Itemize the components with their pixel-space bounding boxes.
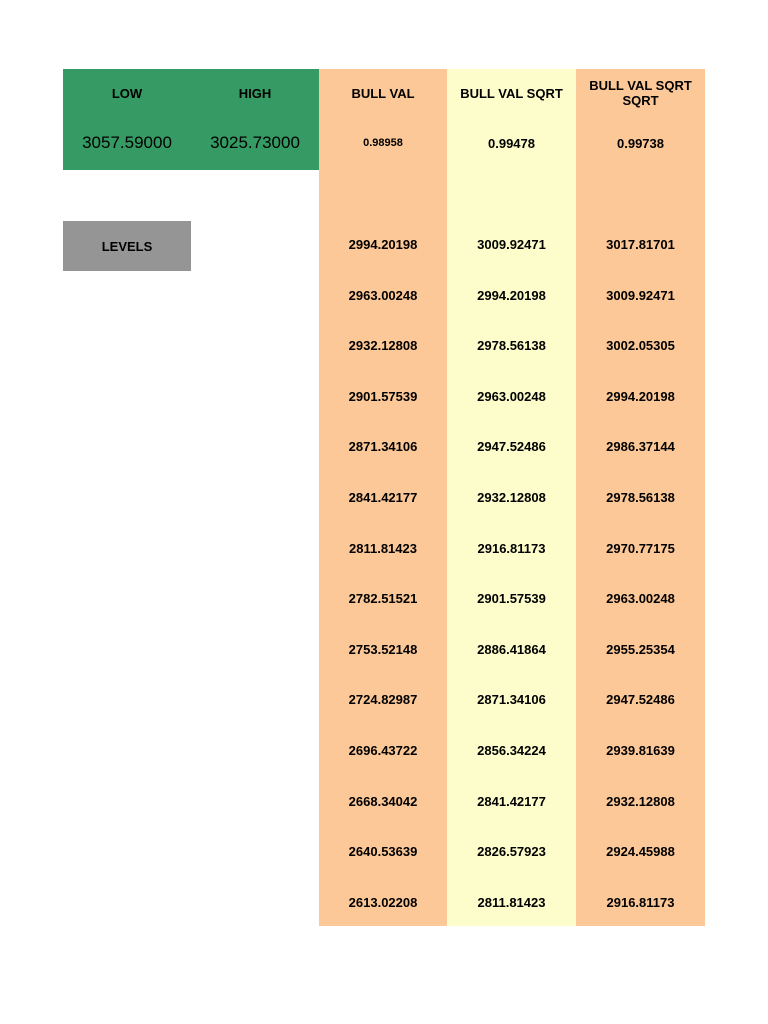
bull-val-sqrt-cell: 2932.12808 bbox=[477, 489, 546, 505]
bull-val-sqrt-cell: 2978.56138 bbox=[477, 337, 546, 353]
low-label: LOW bbox=[111, 85, 143, 101]
bull-val-sqrt-cell: 2856.34224 bbox=[477, 742, 546, 758]
bull-val-cell: 2724.82987 bbox=[348, 691, 418, 707]
bull-val-cell: 2811.81423 bbox=[349, 540, 417, 556]
bull-val-cell: 2613.02208 bbox=[348, 894, 418, 910]
bull-val-sqrt-sqrt-ratio: 0.99738 bbox=[617, 135, 664, 151]
bull-val-cell: 2668.34042 bbox=[348, 793, 418, 809]
bull-val-cell: 2932.12808 bbox=[348, 337, 418, 353]
bull-val-sqrt-cell: 2871.34106 bbox=[477, 691, 546, 707]
bull-val-sqrt-sqrt-cell: 2947.52486 bbox=[606, 691, 675, 707]
bull-val-sqrt-cell: 3009.92471 bbox=[477, 236, 546, 252]
high-value: 3025.73000 bbox=[210, 133, 300, 152]
bull-val-sqrt-sqrt-cell: 2955.25354 bbox=[606, 641, 675, 657]
bull-val-cell: 2841.42177 bbox=[348, 489, 418, 505]
bull-val-sqrt-cell: 2826.57923 bbox=[477, 843, 546, 859]
bull-val-sqrt-cell: 2811.81423 bbox=[477, 894, 546, 910]
bull-val-cell: 2753.52148 bbox=[348, 641, 418, 657]
bull-val-sqrt-sqrt-cell: 2970.77175 bbox=[606, 540, 675, 556]
bull-val-sqrt-cell: 2901.57539 bbox=[477, 590, 546, 606]
bull-val-cell: 2640.53639 bbox=[348, 843, 418, 859]
bull-val-sqrt-sqrt-cell: 2924.45988 bbox=[606, 843, 675, 859]
bull-val-cell: 2696.43722 bbox=[348, 742, 418, 758]
bull-val-sqrt-cell: 2886.41864 bbox=[477, 641, 546, 657]
bull-val-sqrt-sqrt-cell: 2994.20198 bbox=[606, 388, 675, 404]
bull-val-sqrt-cell: 2916.81173 bbox=[477, 540, 546, 556]
bull-val-cell: 2871.34106 bbox=[348, 438, 418, 454]
bull-val-label: BULL VAL bbox=[351, 85, 415, 101]
bull-val-cell: 2901.57539 bbox=[348, 388, 418, 404]
bull-val-sqrt-cell: 2947.52486 bbox=[477, 438, 546, 454]
bull-val-cell: 2994.20198 bbox=[348, 236, 418, 252]
bull-val-sqrt-label: BULL VAL SQRT bbox=[460, 85, 563, 101]
high-label: HIGH bbox=[238, 85, 272, 101]
bull-val-sqrt-sqrt-cell: 2932.12808 bbox=[606, 793, 675, 809]
bull-val-sqrt-ratio: 0.99478 bbox=[488, 135, 535, 151]
bull-val-cell: 2963.00248 bbox=[348, 287, 418, 303]
bull-val-ratio: 0.98958 bbox=[363, 137, 403, 149]
bull-val-sqrt-cell: 2841.42177 bbox=[477, 793, 546, 809]
bull-val-sqrt-sqrt-cell: 2978.56138 bbox=[606, 489, 675, 505]
bull-val-sqrt-sqrt-cell: 3002.05305 bbox=[606, 337, 675, 353]
bull-val-sqrt-sqrt-cell: 3017.81701 bbox=[606, 236, 675, 252]
bull-val-sqrt-sqrt-cell: 2939.81639 bbox=[606, 742, 675, 758]
bull-val-sqrt-cell: 2994.20198 bbox=[477, 287, 546, 303]
levels-label: LEVELS bbox=[63, 221, 191, 271]
bull-val-sqrt-sqrt-cell: 2963.00248 bbox=[606, 590, 675, 606]
bull-val-sqrt-cell: 2963.00248 bbox=[477, 388, 546, 404]
low-value: 3057.59000 bbox=[82, 133, 172, 152]
bull-val-sqrt-sqrt-cell: 2986.37144 bbox=[606, 438, 675, 454]
bull-val-sqrt-sqrt-cell: 3009.92471 bbox=[606, 287, 675, 303]
bull-val-sqrt-sqrt-label: BULL VAL SQRT SQRT bbox=[589, 78, 692, 108]
bull-val-cell: 2782.51521 bbox=[348, 590, 418, 606]
bull-val-sqrt-sqrt-cell: 2916.81173 bbox=[606, 894, 675, 910]
